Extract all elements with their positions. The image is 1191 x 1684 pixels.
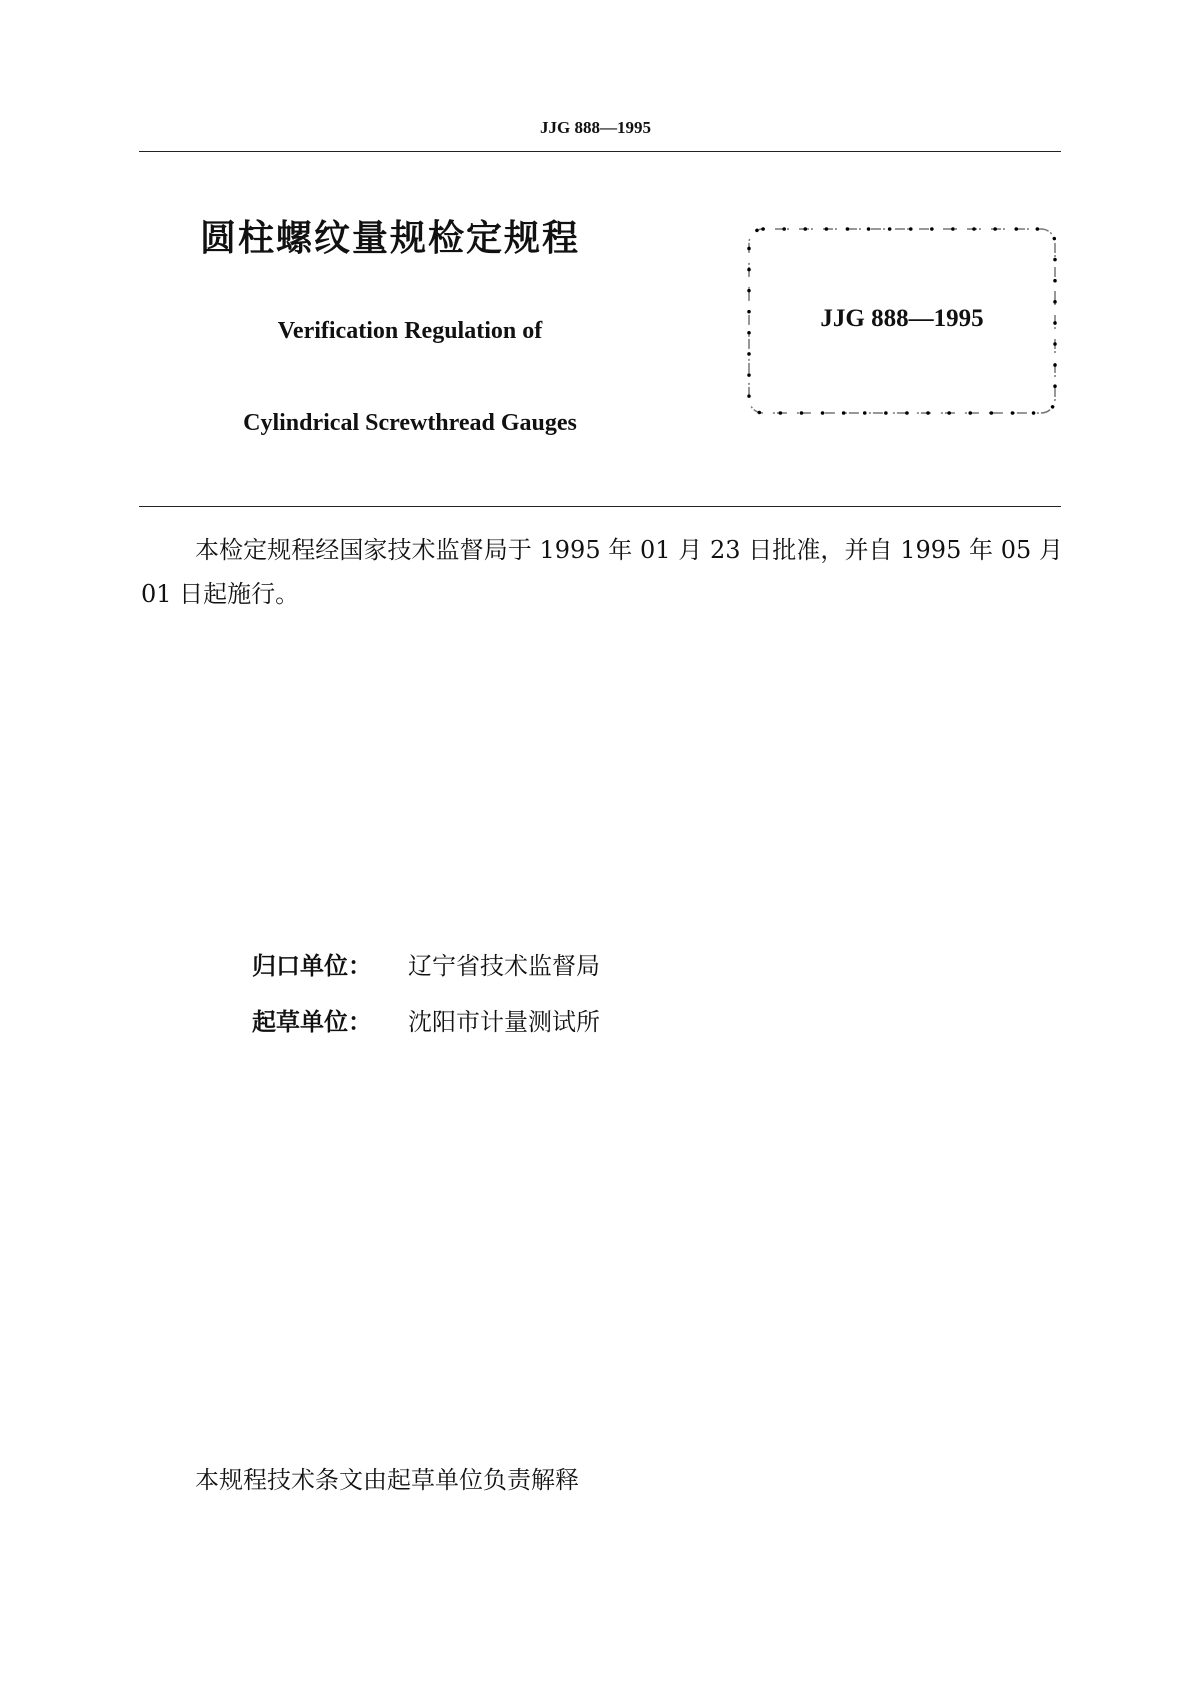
drafting-unit-label: 起草单位： [252, 1008, 372, 1036]
responsible-unit-value: 辽宁省技术监督局 [408, 952, 600, 980]
title-rule [139, 506, 1061, 507]
running-header: JJG 888—1995 [540, 118, 651, 137]
standard-code: JJG 888—1995 [820, 305, 984, 332]
interpretation-note: 本规程技术条文由起草单位负责解释 [195, 1466, 579, 1494]
header-rule [139, 151, 1061, 152]
drafting-unit-value: 沈阳市计量测试所 [408, 1008, 600, 1036]
responsible-unit-row [252, 946, 600, 981]
responsible-unit-label: 归口单位： [252, 952, 372, 980]
title-english-line1: Verification Regulation of [277, 318, 543, 344]
title-english-line2: Cylindrical Screwthread Gauges [243, 410, 577, 436]
approval-text: 本检定规程经国家技术监督局于 1995 年 01 月 23 日批准，并自 1995 年 05 月01 日起施行。 [141, 536, 1063, 608]
drafting-unit-row [252, 1002, 600, 1037]
approval-paragraph [141, 528, 1063, 616]
title-chinese: 圆柱螺纹量规检定规程 [200, 218, 581, 259]
